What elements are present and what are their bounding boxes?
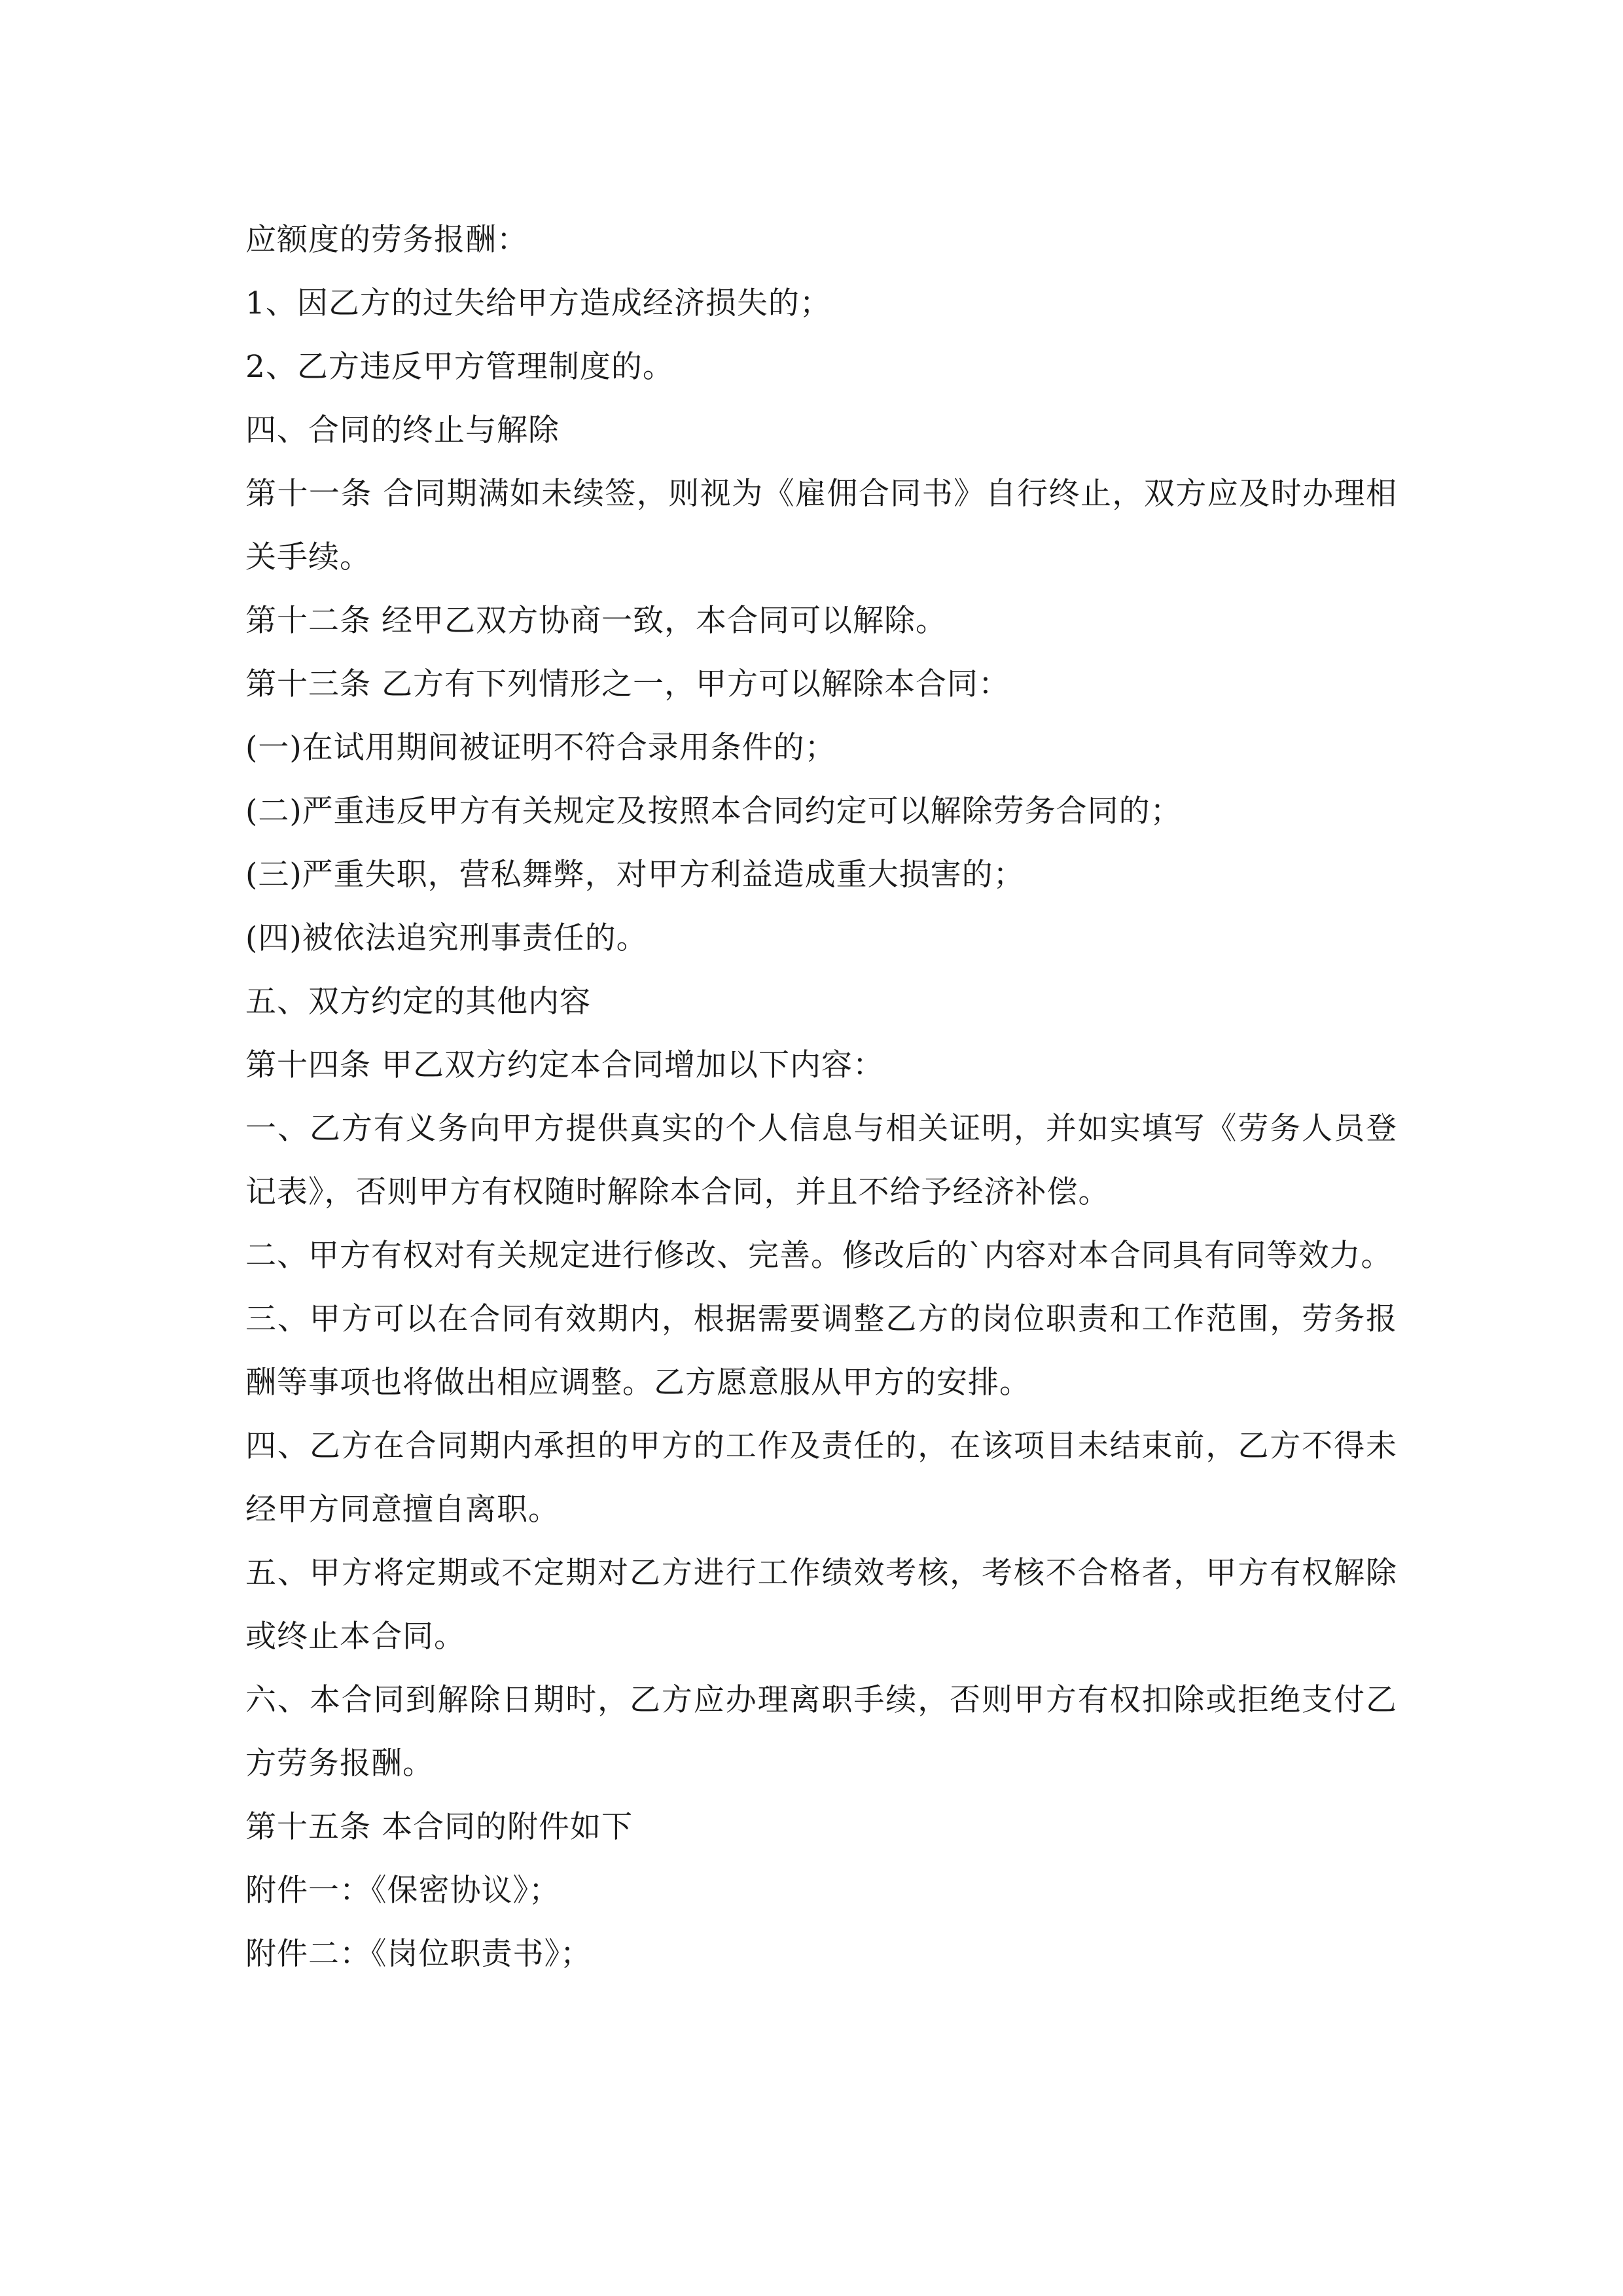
article-14-item-4: 四、乙方在合同期内承担的甲方的工作及责任的，在该项目未结束前，乙方不得未经甲方同意擅自离职。 [245, 1428, 1397, 1528]
article-14-item-1: 一、乙方有义务向甲方提供真实的个人信息与相关证明，并如实填写《劳务人员登记表》，否则甲方有权随时解除本合同，并且不给予经济补偿。 [245, 1111, 1397, 1210]
paragraph-1: 应额度的劳务报酬： [245, 222, 528, 258]
article-14-item-2: 二、甲方有权对有关规定进行修改、完善。修改后的`内容对本合同具有同等效力。 [245, 1238, 1393, 1274]
paragraph-3: 2、乙方违反甲方管理制度的。 [245, 349, 674, 385]
article-13-item-2: (二)严重违反甲方有关规定及按照本合同约定可以解除劳务合同的； [245, 793, 1182, 829]
article-13-item-1: (一)在试用期间被证明不符合录用条件的； [245, 730, 836, 766]
article-13-item-3: (三)严重失职，营私舞弊，对甲方利益造成重大损害的； [245, 857, 1025, 893]
article-14-item-3: 三、甲方可以在合同有效期内，根据需要调整乙方的岗位职责和工作范围，劳务报酬等事项也将做出相应调整。乙方愿意服从甲方的安排。 [245, 1301, 1397, 1401]
article-14: 第十四条 甲乙双方约定本合同增加以下内容： [245, 1047, 884, 1083]
document-body [245, 208, 1397, 1986]
section-heading-other-terms: 五、双方约定的其他内容 [245, 984, 591, 1020]
article-14-item-6: 六、本合同到解除日期时，乙方应办理离职手续，否则甲方有权扣除或拒绝支付乙方劳务报酬。 [245, 1682, 1397, 1782]
attachment-2: 附件二：《岗位职责书》； [245, 1936, 592, 1972]
section-heading-termination: 四、合同的终止与解除 [245, 412, 560, 448]
paragraph-2: 1、因乙方的过失给甲方造成经济损失的； [245, 285, 831, 321]
article-13-item-4: (四)被依法追究刑事责任的。 [245, 920, 648, 956]
article-12: 第十二条 经甲乙双方协商一致，本合同可以解除。 [245, 603, 947, 639]
attachment-1: 附件一：《保密协议》； [245, 1873, 560, 1909]
article-11: 第十一条 合同期满如未续签，则视为《雇佣合同书》自行终止，双方应及时办理相关手续。 [245, 476, 1397, 575]
article-15: 第十五条 本合同的附件如下 [245, 1809, 633, 1845]
article-13: 第十三条 乙方有下列情形之一，甲方可以解除本合同： [245, 666, 1010, 702]
article-14-item-5: 五、甲方将定期或不定期对乙方进行工作绩效考核，考核不合格者，甲方有权解除或终止本合同。 [245, 1555, 1397, 1655]
